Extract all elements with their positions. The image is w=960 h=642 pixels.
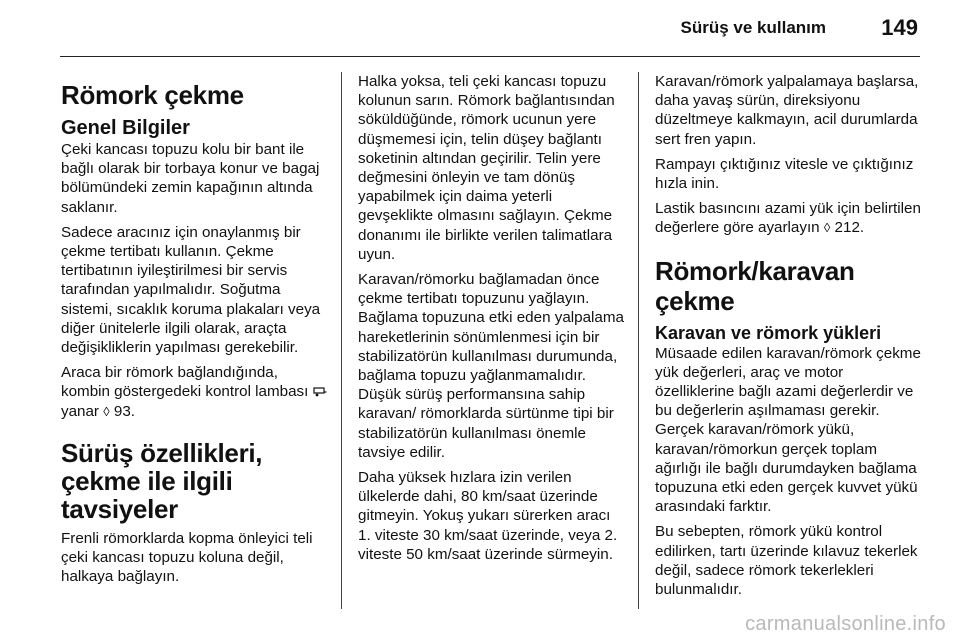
paragraph: Frenli römorklarda kopma önleyici teli çeki kancası topuzu koluna değil, halkaya bağlayın.	[61, 529, 313, 586]
section-title: Sürüş ve kullanım	[680, 18, 826, 37]
section-heading-general: Genel Bilgiler	[61, 117, 190, 139]
column-divider	[341, 72, 342, 609]
column-divider	[638, 72, 639, 609]
page-reference-icon: ◊	[823, 220, 831, 236]
paragraph: Daha yüksek hızlara izin verilen ülkelerde dahi, 80 km/saat üzerinde gitmeyin. Yokuş yukarı sürerken aracı 1. viteste 30 km/saat üzerinde, veya 2. viteste 50 km/saat üzerinde sürmeyin.	[358, 469, 618, 563]
chapter-title: Römork çekme	[61, 80, 244, 110]
page-reference-icon: ◊	[103, 403, 110, 419]
paragraph: Sadece aracınız için onaylanmış bir çekme tertibatı kullanın. Çekme tertibatının iyileştirilmesi bir servis tarafından yapılmalıdır. Soğutma sistemi, sıcaklık koruma plakaları veya diğer ünitelerle ilgili olarak, araçta değişikliklerin yapılması gerekebilir.	[61, 223, 321, 357]
paragraph: Halka yoksa, teli çeki kancası topuzu kolunun sarın. Römork bağlantısından söküldüğünde, römork ucunun yere düşmemesi için, telin düşey bağlantı soketinin altından geçirilir. Telin yere değmesini önleyin ve tam dönüş yapabilmek için daima yeterli gevşeklikte olmasını sağlayın. Çekme donanımı ile birlikte verilen talimatlara uyun.	[358, 73, 615, 263]
paragraph: Karavan/römork yalpalamaya başlarsa, daha yavaş sürün, direksiyonu düzeltmeye kalkmayın, acil durumlarda sert fren yapın.	[655, 73, 919, 148]
page-number: 149	[881, 15, 918, 40]
paragraph	[655, 199, 921, 237]
subsection-heading-loads: Karavan ve römork yükleri	[655, 322, 882, 343]
paragraph	[61, 363, 327, 421]
page-header	[60, 14, 920, 57]
paragraph: Bu sebepten, römork yükü kontrol edilirken, tartı üzerinde kılavuz tekerlek değil, sadece römork tekerlekleri bulunmalıdır.	[655, 523, 918, 599]
section-heading-driving: Sürüş özellikleri, çekme ile ilgili tavsiyeler	[61, 437, 263, 524]
page-reference[interactable]: 212.	[834, 219, 865, 237]
column-3	[655, 72, 921, 612]
column-2	[358, 72, 624, 612]
paragraph: Çeki kancası topuzu kolu bir bant ile bağlı olarak bir torbaya konur ve bagaj bölümündeki zemin kapağının altında saklanır.	[61, 141, 320, 216]
paragraph-text: Lastik basıncını azami yük için belirtilen değerlere göre ayarlayın	[655, 200, 921, 237]
page-reference[interactable]: 93.	[113, 402, 136, 420]
watermark: carmanualsonline.info	[745, 613, 946, 635]
section-heading-towing: Römork/karavan çekme	[655, 255, 855, 316]
column-1	[61, 72, 327, 612]
paragraph: Müsaade edilen karavan/römork çekme yük değerleri, araç ve motor özelliklerine bağlı azami değerlerdir ve bu değerlerin aşılmaması gerekir. Gerçek karavan/römork yükü, karavan/römorkun gerçek toplam ağırlığı ile bağlı durumdayken bağlama topuzuna etki eden gerçek kuvvet yükü arasındaki farktır.	[655, 344, 921, 516]
trailer-indicator-icon	[313, 383, 327, 393]
paragraph: Rampayı çıktığınız vitesle ve çıktığınız hızla inin.	[655, 155, 914, 193]
paragraph: Karavan/römorku bağlamadan önce çekme tertibatı topuzunu yağlayın. Bağlama topuzuna etki eden yalpalama hareketlerinin sönümlenmesi için bir stabilizatörün kullanılması durumunda, bağlama topuzu yağlanmamalıdır. Düşük sürüş performansına sahip karavan/ römorklarda sürtünme tipi bir stabilizatörün kullanılması önemle tavsiye edilir.	[358, 271, 624, 461]
paragraph-text: yanar	[61, 402, 99, 420]
paragraph-text: Araca bir römork bağlandığında, kombin göstergedeki kontrol lambası	[61, 364, 309, 401]
